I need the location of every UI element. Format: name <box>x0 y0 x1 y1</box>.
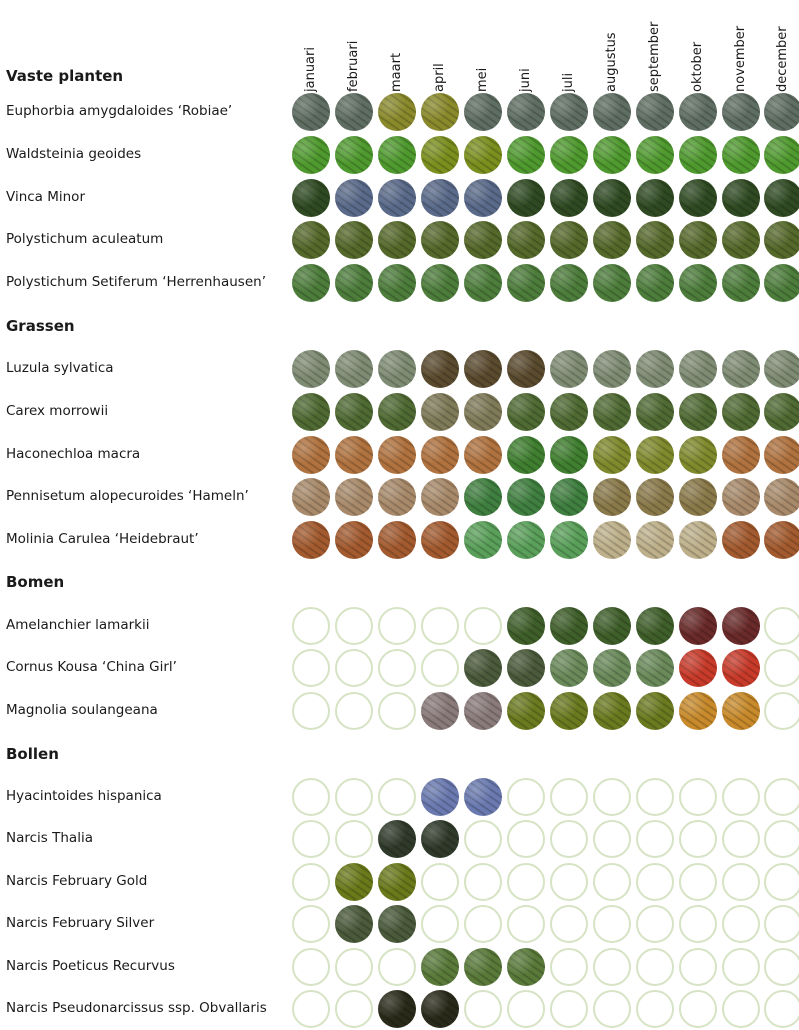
plant-photo-cell <box>679 649 717 687</box>
plant-photo-cell <box>378 521 416 559</box>
plant-photo-cell <box>507 136 545 174</box>
plant-photo-cell <box>722 607 760 645</box>
plant-photo-cell <box>378 179 416 217</box>
empty-month-cell <box>593 778 631 816</box>
plant-photo-cell <box>292 350 330 388</box>
plant-name: Magnolia soulangeana <box>6 702 158 718</box>
plant-photo-cell <box>421 948 459 986</box>
plant-photo-cell <box>335 264 373 302</box>
plant-photo-cell <box>507 521 545 559</box>
plant-photo-cell <box>550 136 588 174</box>
plant-name: Hyacintoides hispanica <box>6 788 162 804</box>
empty-month-cell <box>722 905 760 943</box>
plant-photo-cell <box>636 93 674 131</box>
plant-photo-cell <box>550 478 588 516</box>
empty-month-cell <box>550 820 588 858</box>
empty-month-cell <box>292 778 330 816</box>
section-title: Vaste planten <box>6 67 124 85</box>
empty-month-cell <box>378 607 416 645</box>
plant-photo-cell <box>464 393 502 431</box>
empty-month-cell <box>507 820 545 858</box>
empty-month-cell <box>636 990 674 1028</box>
plant-photo-cell <box>636 264 674 302</box>
plant-photo-cell <box>421 478 459 516</box>
plant-photo-cell <box>722 264 760 302</box>
plant-photo-cell <box>421 990 459 1028</box>
plant-name: Narcis February Gold <box>6 873 148 889</box>
empty-month-cell <box>593 820 631 858</box>
plant-photo-cell <box>378 478 416 516</box>
plant-photo-cell <box>507 179 545 217</box>
plant-photo-cell <box>464 692 502 730</box>
month-label: augustus <box>604 32 619 92</box>
plant-photo-cell <box>722 692 760 730</box>
plant-photo-cell <box>421 692 459 730</box>
plant-name: Narcis Pseudonarcissus ssp. Obvallaris <box>6 1000 267 1016</box>
plant-photo-cell <box>464 478 502 516</box>
empty-month-cell <box>421 905 459 943</box>
month-header <box>647 10 663 90</box>
empty-month-cell <box>335 820 373 858</box>
empty-month-cell <box>764 990 799 1028</box>
plant-photo-cell <box>679 221 717 259</box>
month-label: december <box>775 26 790 92</box>
plant-photo-cell <box>464 436 502 474</box>
empty-month-cell <box>679 948 717 986</box>
plant-photo-cell <box>550 221 588 259</box>
plant-photo-cell <box>507 436 545 474</box>
empty-month-cell <box>335 649 373 687</box>
empty-month-cell <box>679 778 717 816</box>
empty-month-cell <box>292 990 330 1028</box>
plant-name: Carex morrowii <box>6 403 109 419</box>
plant-photo-cell <box>679 607 717 645</box>
plant-photo-cell <box>593 607 631 645</box>
empty-month-cell <box>593 948 631 986</box>
plant-photo-cell <box>421 264 459 302</box>
plant-photo-cell <box>679 478 717 516</box>
empty-month-cell <box>550 778 588 816</box>
plant-photo-cell <box>679 436 717 474</box>
empty-month-cell <box>764 778 799 816</box>
plant-photo-cell <box>378 350 416 388</box>
empty-month-cell <box>550 990 588 1028</box>
plant-photo-cell <box>507 350 545 388</box>
plant-photo-cell <box>764 136 799 174</box>
empty-month-cell <box>378 692 416 730</box>
empty-month-cell <box>335 778 373 816</box>
plant-photo-cell <box>378 393 416 431</box>
plant-photo-cell <box>464 948 502 986</box>
empty-month-cell <box>507 905 545 943</box>
empty-month-cell <box>464 990 502 1028</box>
empty-month-cell <box>764 607 799 645</box>
empty-month-cell <box>550 948 588 986</box>
empty-month-cell <box>764 820 799 858</box>
plant-photo-cell <box>593 436 631 474</box>
plant-photo-cell <box>593 350 631 388</box>
plant-name: Haconechloa macra <box>6 446 141 462</box>
plant-name: Vinca Minor <box>6 189 85 205</box>
plant-photo-cell <box>764 264 799 302</box>
plant-photo-cell <box>335 221 373 259</box>
month-header <box>733 10 749 90</box>
empty-month-cell <box>507 863 545 901</box>
empty-month-cell <box>722 778 760 816</box>
month-label: september <box>647 21 662 92</box>
plant-photo-cell <box>421 393 459 431</box>
empty-month-cell <box>764 905 799 943</box>
empty-month-cell <box>593 990 631 1028</box>
plant-photo-cell <box>464 649 502 687</box>
plant-name: Waldsteinia geoides <box>6 146 142 162</box>
plant-photo-cell <box>507 264 545 302</box>
plant-photo-cell <box>421 221 459 259</box>
plant-photo-cell <box>292 478 330 516</box>
month-label: juli <box>561 72 576 92</box>
month-label: januari <box>303 47 318 92</box>
empty-month-cell <box>335 607 373 645</box>
plant-name: Pennisetum alopecuroides ‘Hameln’ <box>6 488 249 504</box>
month-label: juni <box>518 68 533 92</box>
plant-photo-cell <box>764 93 799 131</box>
plant-photo-cell <box>464 221 502 259</box>
empty-month-cell <box>378 948 416 986</box>
month-header <box>775 10 791 90</box>
month-label: april <box>432 63 447 92</box>
empty-month-cell <box>378 649 416 687</box>
plant-photo-cell <box>335 863 373 901</box>
month-label: november <box>733 25 748 92</box>
month-header <box>518 10 534 90</box>
empty-month-cell <box>722 948 760 986</box>
plant-photo-cell <box>550 436 588 474</box>
plant-photo-cell <box>764 478 799 516</box>
plant-photo-cell <box>378 264 416 302</box>
plant-photo-cell <box>593 692 631 730</box>
empty-month-cell <box>722 990 760 1028</box>
plant-photo-cell <box>722 221 760 259</box>
month-header <box>303 10 319 90</box>
plant-photo-cell <box>722 393 760 431</box>
plant-photo-cell <box>550 264 588 302</box>
plant-photo-cell <box>292 179 330 217</box>
plant-photo-cell <box>764 179 799 217</box>
section-title: Bollen <box>6 745 59 763</box>
plant-photo-cell <box>679 393 717 431</box>
empty-month-cell <box>722 820 760 858</box>
plant-photo-cell <box>464 521 502 559</box>
plant-photo-cell <box>636 393 674 431</box>
empty-month-cell <box>507 778 545 816</box>
empty-month-cell <box>636 863 674 901</box>
plant-photo-cell <box>292 264 330 302</box>
plant-photo-cell <box>335 393 373 431</box>
plant-photo-cell <box>636 436 674 474</box>
plant-photo-cell <box>550 393 588 431</box>
plant-photo-cell <box>764 221 799 259</box>
month-label: februari <box>346 40 361 92</box>
plant-photo-cell <box>722 521 760 559</box>
plant-photo-cell <box>593 478 631 516</box>
empty-month-cell <box>292 607 330 645</box>
plant-photo-cell <box>292 93 330 131</box>
plant-photo-cell <box>421 93 459 131</box>
plant-name: Polystichum aculeatum <box>6 231 164 247</box>
plant-photo-cell <box>378 820 416 858</box>
plant-photo-cell <box>421 350 459 388</box>
plant-photo-cell <box>335 93 373 131</box>
plant-name: Cornus Kousa ‘China Girl’ <box>6 659 177 675</box>
plant-photo-cell <box>421 436 459 474</box>
plant-photo-cell <box>507 221 545 259</box>
plant-photo-cell <box>593 649 631 687</box>
empty-month-cell <box>421 863 459 901</box>
plant-photo-cell <box>378 990 416 1028</box>
plant-photo-cell <box>464 778 502 816</box>
plant-photo-cell <box>722 478 760 516</box>
plant-photo-cell <box>593 136 631 174</box>
month-label: maart <box>389 52 404 92</box>
empty-month-cell <box>636 820 674 858</box>
plant-photo-cell <box>636 692 674 730</box>
plant-photo-cell <box>464 264 502 302</box>
empty-month-cell <box>764 863 799 901</box>
empty-month-cell <box>679 863 717 901</box>
plant-name: Narcis Thalia <box>6 830 93 846</box>
empty-month-cell <box>764 649 799 687</box>
empty-month-cell <box>292 948 330 986</box>
month-header <box>389 10 405 90</box>
plant-photo-cell <box>764 521 799 559</box>
plant-photo-cell <box>593 179 631 217</box>
plant-photo-cell <box>335 478 373 516</box>
plant-photo-cell <box>550 350 588 388</box>
month-header <box>432 10 448 90</box>
plant-photo-cell <box>593 221 631 259</box>
plant-photo-cell <box>679 350 717 388</box>
plant-photo-cell <box>421 521 459 559</box>
empty-month-cell <box>292 863 330 901</box>
plant-photo-cell <box>722 649 760 687</box>
plant-photo-cell <box>421 136 459 174</box>
empty-month-cell <box>292 820 330 858</box>
empty-month-cell <box>550 905 588 943</box>
plant-photo-cell <box>550 649 588 687</box>
plant-photo-cell <box>507 649 545 687</box>
plant-photo-cell <box>722 93 760 131</box>
plant-photo-cell <box>378 221 416 259</box>
plant-name: Polystichum Setiferum ‘Herrenhausen’ <box>6 274 266 290</box>
plant-photo-cell <box>507 393 545 431</box>
month-header <box>604 10 620 90</box>
plant-photo-cell <box>292 436 330 474</box>
plant-photo-cell <box>335 521 373 559</box>
plant-photo-cell <box>421 820 459 858</box>
month-label: mei <box>475 67 490 92</box>
plant-name: Narcis February Silver <box>6 915 155 931</box>
plant-photo-cell <box>507 948 545 986</box>
empty-month-cell <box>593 905 631 943</box>
plant-photo-cell <box>636 521 674 559</box>
plant-photo-cell <box>722 136 760 174</box>
plant-photo-cell <box>636 478 674 516</box>
plant-name: Narcis Poeticus Recurvus <box>6 958 175 974</box>
plant-photo-cell <box>679 93 717 131</box>
plant-photo-cell <box>378 93 416 131</box>
plant-photo-cell <box>636 221 674 259</box>
plant-photo-cell <box>292 136 330 174</box>
empty-month-cell <box>335 990 373 1028</box>
plant-photo-cell <box>292 393 330 431</box>
plant-photo-cell <box>421 778 459 816</box>
empty-month-cell <box>464 607 502 645</box>
plant-photo-cell <box>464 350 502 388</box>
empty-month-cell <box>378 778 416 816</box>
plant-photo-cell <box>764 393 799 431</box>
plant-name: Euphorbia amygdaloides ‘Robiae’ <box>6 103 233 119</box>
plant-photo-cell <box>507 692 545 730</box>
empty-month-cell <box>464 905 502 943</box>
month-header <box>346 10 362 90</box>
plant-photo-cell <box>507 607 545 645</box>
month-header <box>690 10 706 90</box>
empty-month-cell <box>722 863 760 901</box>
empty-month-cell <box>464 863 502 901</box>
plant-photo-cell <box>636 350 674 388</box>
plant-photo-cell <box>421 179 459 217</box>
plant-name: Molinia Carulea ‘Heidebraut’ <box>6 531 199 547</box>
empty-month-cell <box>679 990 717 1028</box>
plant-photo-cell <box>292 221 330 259</box>
plant-photo-cell <box>550 521 588 559</box>
plant-photo-cell <box>464 136 502 174</box>
plant-photo-cell <box>593 93 631 131</box>
empty-month-cell <box>292 649 330 687</box>
empty-month-cell <box>636 778 674 816</box>
empty-month-cell <box>292 905 330 943</box>
empty-month-cell <box>764 692 799 730</box>
plant-photo-cell <box>507 478 545 516</box>
plant-photo-cell <box>335 350 373 388</box>
plant-photo-cell <box>550 607 588 645</box>
plant-photo-cell <box>335 179 373 217</box>
plant-photo-cell <box>507 93 545 131</box>
section-title: Grassen <box>6 317 75 335</box>
plant-photo-cell <box>679 692 717 730</box>
plant-photo-cell <box>550 692 588 730</box>
month-header <box>475 10 491 90</box>
empty-month-cell <box>464 820 502 858</box>
plant-photo-cell <box>679 521 717 559</box>
plant-photo-cell <box>464 93 502 131</box>
empty-month-cell <box>679 905 717 943</box>
empty-month-cell <box>593 863 631 901</box>
section-title: Bomen <box>6 573 65 591</box>
empty-month-cell <box>636 948 674 986</box>
empty-month-cell <box>335 692 373 730</box>
plant-photo-cell <box>722 350 760 388</box>
plant-photo-cell <box>636 179 674 217</box>
month-header <box>561 10 577 90</box>
plant-photo-cell <box>378 136 416 174</box>
plant-photo-cell <box>764 436 799 474</box>
plant-name: Luzula sylvatica <box>6 360 114 376</box>
empty-month-cell <box>335 948 373 986</box>
empty-month-cell <box>764 948 799 986</box>
empty-month-cell <box>292 692 330 730</box>
empty-month-cell <box>507 990 545 1028</box>
plant-photo-cell <box>764 350 799 388</box>
plant-photo-cell <box>378 905 416 943</box>
empty-month-cell <box>421 649 459 687</box>
month-label: oktober <box>690 41 705 92</box>
plant-photo-cell <box>679 264 717 302</box>
plant-photo-cell <box>593 521 631 559</box>
plant-photo-cell <box>292 521 330 559</box>
empty-month-cell <box>636 905 674 943</box>
plant-photo-cell <box>722 436 760 474</box>
plant-photo-cell <box>378 436 416 474</box>
plant-photo-cell <box>636 649 674 687</box>
plant-photo-cell <box>550 93 588 131</box>
plant-photo-cell <box>722 179 760 217</box>
plant-photo-cell <box>335 136 373 174</box>
empty-month-cell <box>679 820 717 858</box>
plant-photo-cell <box>464 179 502 217</box>
empty-month-cell <box>421 607 459 645</box>
plant-name: Amelanchier lamarkii <box>6 617 150 633</box>
plant-photo-cell <box>636 136 674 174</box>
plant-photo-cell <box>593 264 631 302</box>
plant-photo-cell <box>550 179 588 217</box>
empty-month-cell <box>550 863 588 901</box>
plant-photo-cell <box>593 393 631 431</box>
plant-photo-cell <box>378 863 416 901</box>
plant-photo-cell <box>679 179 717 217</box>
plant-photo-cell <box>335 436 373 474</box>
plant-photo-cell <box>679 136 717 174</box>
plant-photo-cell <box>636 607 674 645</box>
plant-photo-cell <box>335 905 373 943</box>
